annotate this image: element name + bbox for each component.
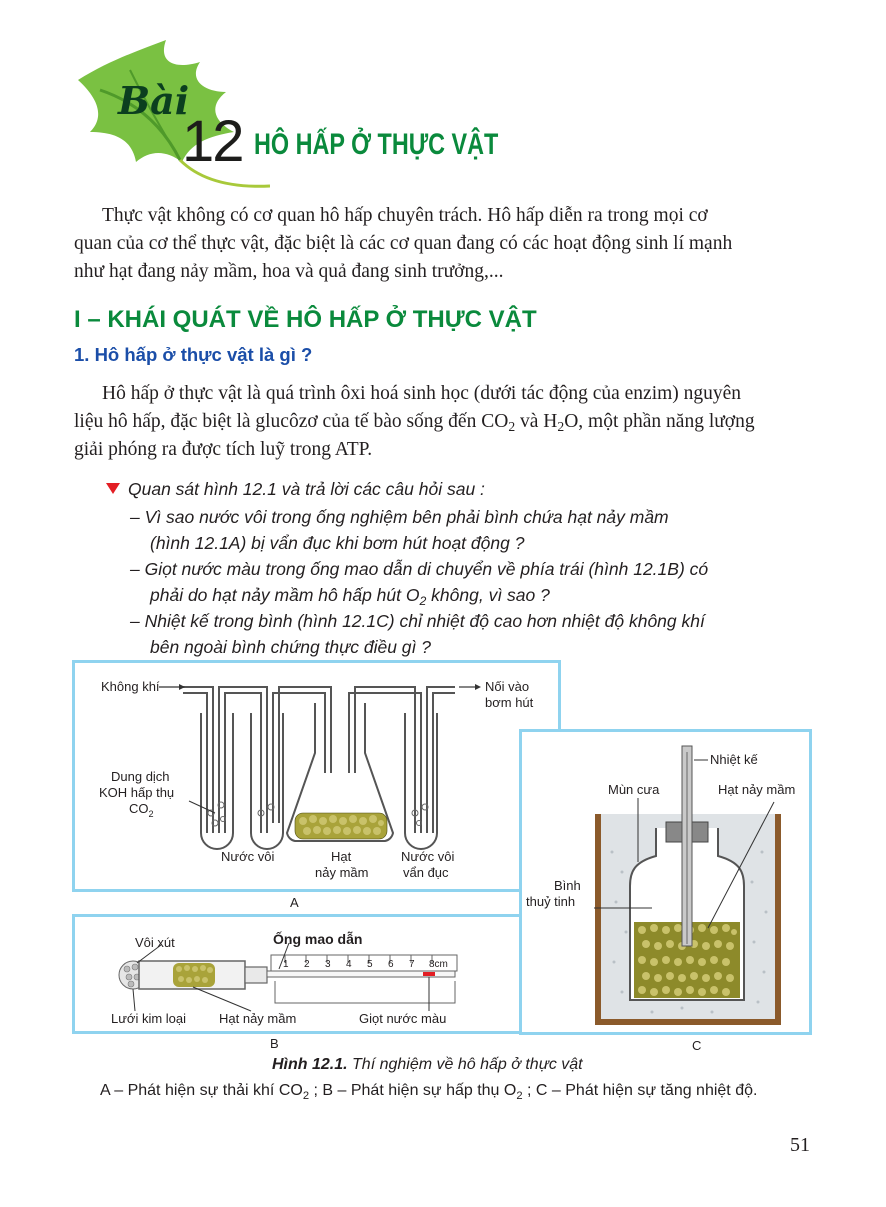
page-title: HÔ HẤP Ở THỰC VẬT — [254, 128, 499, 161]
label-binh: Bình — [554, 878, 581, 893]
label-luoi-kim-loai: Lưới kim loại — [111, 1011, 187, 1026]
definition-text: liệu hô hấp, đặc biệt là glucôzơ của tế bào sống đến CO — [74, 411, 509, 432]
subscript: 2 — [557, 419, 565, 434]
question-text: phải do hạt nảy mầm hô hấp hút O — [150, 585, 420, 605]
definition-line: giải phóng ra được tích luỹ trong ATP. — [74, 439, 373, 460]
label-van-duc: vẩn đục — [403, 865, 449, 880]
label-thuy-tinh: thuỷ tinh — [526, 894, 576, 909]
caption-label: Hình 12.1. — [272, 1056, 348, 1073]
intro-line: như hạt đang nảy mầm, hoa và quả đang sinh trưởng,... — [74, 261, 504, 282]
intro-line: quan của cơ thể thực vật, đặc biệt là các cơ quan đang có các hoạt động sinh lí mạnh — [74, 233, 733, 254]
ruler-tick: 5 — [367, 959, 373, 970]
ruler-tick: 3 — [325, 959, 331, 970]
ruler-tick: 2 — [304, 959, 310, 970]
figure-b-panel — [72, 914, 561, 1034]
label-hat: Hạt — [331, 849, 352, 864]
lesson-label: Bài — [118, 78, 190, 123]
ruler-tick: 8cm — [429, 959, 448, 970]
subscript: 2 — [148, 809, 154, 819]
subscript: 2 — [302, 1090, 310, 1102]
ruler-tick: 6 — [388, 959, 394, 970]
page-number: 51 — [790, 1134, 810, 1156]
question-line: – Nhiệt kế trong bình (hình 12.1C) chỉ nhiệt độ cao hơn nhiệt độ không khí — [130, 611, 705, 631]
label-hat-nay-mam-c: Hạt nảy mầm — [718, 782, 796, 797]
caption-text: Thí nghiệm về hô hấp ở thực vật — [347, 1056, 583, 1073]
label-koh: KOH hấp thụ — [99, 785, 175, 800]
question-line: – Giọt nước màu trong ống mao dẫn di chuyển về phía trái (hình 12.1B) có — [130, 559, 709, 579]
caption-text: A – Phát hiện sự thải khí CO — [100, 1082, 303, 1099]
figure-caption — [272, 1056, 583, 1074]
label-nuoc-voi: Nước vôi — [221, 849, 275, 864]
definition-line — [74, 408, 814, 436]
figure-b-letter: B — [270, 1036, 279, 1051]
definition-text: và H — [515, 411, 558, 432]
subsection-heading: 1. Hô hấp ở thực vật là gì ? — [74, 344, 313, 365]
question-line: bên ngoài bình chứng thực điều gì ? — [150, 637, 431, 657]
label-voi-xut: Vôi xút — [135, 935, 175, 950]
label-nay-mam: nảy mầm — [315, 865, 369, 880]
question-line — [150, 582, 550, 608]
ruler-tick: 4 — [346, 959, 352, 970]
question-intro: Quan sát hình 12.1 và trả lời các câu hỏi sau : — [128, 479, 485, 499]
question-text: không, vì sao ? — [426, 585, 550, 605]
subscript: 2 — [419, 594, 427, 608]
label-co2 — [129, 801, 154, 817]
label-bom-hut: bơm hút — [485, 695, 534, 710]
question-line: (hình 12.1A) bị vẩn đục khi bơm hút hoạt động ? — [150, 533, 525, 553]
label-text: CO — [129, 801, 149, 816]
caption-text: ; C – Phát hiện sự tăng nhiệt độ. — [522, 1082, 758, 1099]
label-noi-vao: Nối vào — [485, 679, 530, 694]
figure-a-panel — [72, 660, 561, 892]
figure-a-letter: A — [290, 895, 299, 910]
subscript: 2 — [516, 1090, 523, 1102]
label-dung-dich: Dung dịch — [111, 769, 170, 784]
definition-paragraph — [74, 380, 814, 464]
label-ong-mao-dan: Ống mao dẫn — [273, 931, 363, 947]
intro-line: Thực vật không có cơ quan hô hấp chuyên trách. Hô hấp diễn ra trong mọi cơ — [102, 205, 708, 226]
figure-caption-legend — [100, 1082, 757, 1100]
label-khong-khi: Không khí — [101, 679, 160, 694]
subscript: 2 — [508, 419, 516, 434]
label-mun-cua: Mùn cưa — [608, 782, 660, 797]
section-heading: I – KHÁI QUÁT VỀ HÔ HẤP Ở THỰC VẬT — [74, 306, 537, 333]
label-giot-nuoc-mau: Giọt nước màu — [359, 1011, 447, 1026]
ruler-tick: 7 — [409, 959, 415, 970]
definition-text: O, một phần năng lượng — [564, 411, 755, 432]
label-nuoc-voi-2: Nước vôi — [401, 849, 455, 864]
question-line: – Vì sao nước vôi trong ống nghiệm bên phải bình chứa hạt nảy mầm — [130, 507, 669, 527]
lesson-number: 12 — [182, 109, 243, 174]
ruler-tick: 1 — [283, 959, 289, 970]
caption-text: ; B – Phát hiện sự hấp thụ O — [309, 1082, 517, 1099]
figure-c-letter: C — [692, 1038, 702, 1053]
label-nhiet-ke: Nhiệt kế — [710, 752, 758, 767]
intro-paragraph — [74, 202, 814, 286]
label-hat-nay-mam: Hạt nảy mầm — [219, 1011, 297, 1026]
triangle-bullet-icon — [106, 483, 120, 494]
definition-line: Hô hấp ở thực vật là quá trình ôxi hoá sinh học (dưới tác động của enzim) nguyên — [102, 383, 742, 404]
figure-c-panel — [519, 729, 812, 1035]
